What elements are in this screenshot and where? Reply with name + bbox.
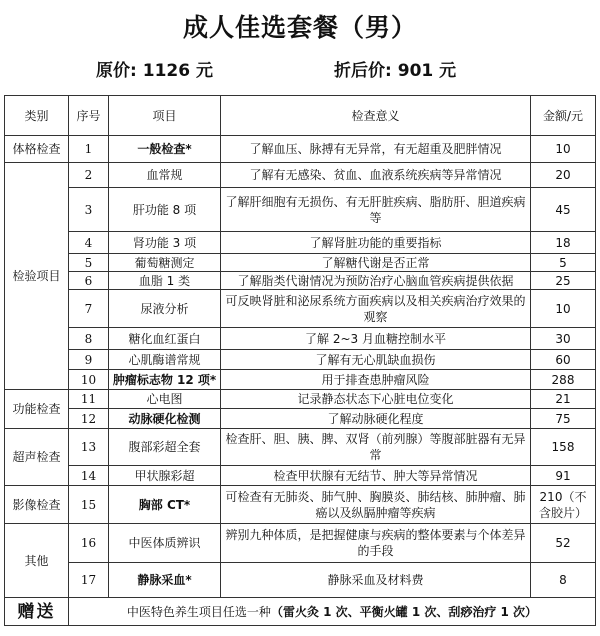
meaning-cell: 了解 2~3 月血糖控制水平 [221,328,531,350]
amount-cell: 75 [531,409,596,429]
item-cell: 心肌酶谱常规 [109,350,221,370]
table-row [5,390,596,409]
table-row [5,254,596,272]
amount-cell: 45 [531,188,596,232]
seq-cell: 5 [69,254,109,272]
table-row [5,328,596,350]
table-row [5,350,596,370]
original-price [96,56,213,81]
amount-cell: 91 [531,466,596,486]
item-cell: 中医体质辨识 [109,524,221,563]
item-cell: 腹部彩超全套 [109,429,221,466]
original-price-value: 1126 元 [142,61,213,81]
table-row [5,272,596,290]
meaning-cell: 检查肝、胆、胰、脾、双肾（前列腺）等腹部脏器有无异常 [221,429,531,466]
item-cell: 胸部 CT* [109,486,221,524]
item-cell: 血脂 1 类 [109,272,221,290]
amount-cell: 10 [531,136,596,163]
amount-cell: 25 [531,272,596,290]
amount-cell: 21 [531,390,596,409]
item-cell: 甲状腺彩超 [109,466,221,486]
meaning-cell: 用于排查患肿瘤风险 [221,370,531,390]
table-row [5,409,596,429]
gift-row [5,598,596,626]
item-cell: 动脉硬化检测 [109,409,221,429]
item-cell: 心电图 [109,390,221,409]
meaning-cell: 了解有无感染、贫血、血液系统疾病等异常情况 [221,163,531,188]
meaning-cell: 了解动脉硬化程度 [221,409,531,429]
table-row [5,188,596,232]
amount-cell: 210（不含胶片） [531,486,596,524]
amount-cell: 20 [531,163,596,188]
seq-cell: 14 [69,466,109,486]
item-cell: 血常规 [109,163,221,188]
amount-cell: 158 [531,429,596,466]
gift-label: 赠送 [5,598,69,626]
table-row [5,136,596,163]
category-cell: 功能检查 [5,390,69,429]
meaning-cell: 辨别九种体质，是把握健康与疾病的整体要素与个体差异的手段 [221,524,531,563]
category-cell: 体格检查 [5,136,69,163]
amount-cell: 30 [531,328,596,350]
discount-price-value: 901 元 [397,61,457,81]
seq-cell: 1 [69,136,109,163]
amount-cell: 10 [531,290,596,328]
meaning-cell: 了解血压、脉搏有无异常，有无超重及肥胖情况 [221,136,531,163]
checkup-table [4,95,596,626]
seq-cell: 9 [69,350,109,370]
meaning-cell: 可检查有无肺炎、肺气肿、胸膜炎、肺结核、肺肿瘤、肺癌以及纵膈肿瘤等疾病 [221,486,531,524]
discount-price [334,56,456,81]
amount-cell: 60 [531,350,596,370]
seq-cell: 2 [69,163,109,188]
header-category: 类别 [5,96,69,136]
table-header-row [5,96,596,136]
meaning-cell: 了解有无心肌缺血损伤 [221,350,531,370]
meaning-cell: 静脉采血及材料费 [221,563,531,598]
seq-cell: 12 [69,409,109,429]
amount-cell: 52 [531,524,596,563]
item-cell: 静脉采血* [109,563,221,598]
table-row [5,466,596,486]
item-cell: 尿液分析 [109,290,221,328]
item-cell: 肝功能 8 项 [109,188,221,232]
header-amount: 金额/元 [531,96,596,136]
header-meaning: 检查意义 [221,96,531,136]
page-title: 成人佳选套餐（男） [182,13,417,42]
seq-cell: 4 [69,232,109,254]
seq-cell: 10 [69,370,109,390]
original-price-label: 原价: [96,61,137,81]
table-row [5,429,596,466]
header-item: 项目 [109,96,221,136]
amount-cell: 18 [531,232,596,254]
seq-cell: 15 [69,486,109,524]
item-cell: 葡萄糖测定 [109,254,221,272]
meaning-cell: 记录静态状态下心脏电位变化 [221,390,531,409]
seq-cell: 17 [69,563,109,598]
gift-text-options: （雷火灸 1 次、平衡火罐 1 次、刮痧治疗 1 次） [270,604,538,619]
gift-text-prefix: 中医特色养生项目任选一种 [126,604,271,619]
seq-cell: 7 [69,290,109,328]
meaning-cell: 了解脂类代谢情况为预防治疗心脑血管疾病提供依据 [221,272,531,290]
seq-cell: 6 [69,272,109,290]
meaning-cell: 可反映肾脏和泌尿系统方面疾病以及相关疾病治疗效果的观察 [221,290,531,328]
table-row [5,563,596,598]
gift-text [69,598,596,626]
amount-cell: 5 [531,254,596,272]
meaning-cell: 检查甲状腺有无结节、肿大等异常情况 [221,466,531,486]
seq-cell: 13 [69,429,109,466]
amount-cell: 288 [531,370,596,390]
table-row [5,486,596,524]
header-seq: 序号 [69,96,109,136]
meaning-cell: 了解肾脏功能的重要指标 [221,232,531,254]
seq-cell: 8 [69,328,109,350]
seq-cell: 16 [69,524,109,563]
table-row [5,163,596,188]
table-row [5,524,596,563]
seq-cell: 3 [69,188,109,232]
item-cell: 肾功能 3 项 [109,232,221,254]
discount-price-label: 折后价: [334,61,392,81]
meaning-cell: 了解糖代谢是否正常 [221,254,531,272]
table-row [5,370,596,390]
item-cell: 一般检查* [109,136,221,163]
table-row [5,290,596,328]
table-row [5,232,596,254]
category-cell: 检验项目 [5,163,69,390]
category-cell: 超声检查 [5,429,69,486]
item-cell: 糖化血红蛋白 [109,328,221,350]
amount-cell: 8 [531,563,596,598]
meaning-cell: 了解肝细胞有无损伤、有无肝脏疾病、脂肪肝、胆道疾病等 [221,188,531,232]
category-cell: 影像检查 [5,486,69,524]
seq-cell: 11 [69,390,109,409]
category-cell: 其他 [5,524,69,598]
item-cell: 肿瘤标志物 12 项* [109,370,221,390]
